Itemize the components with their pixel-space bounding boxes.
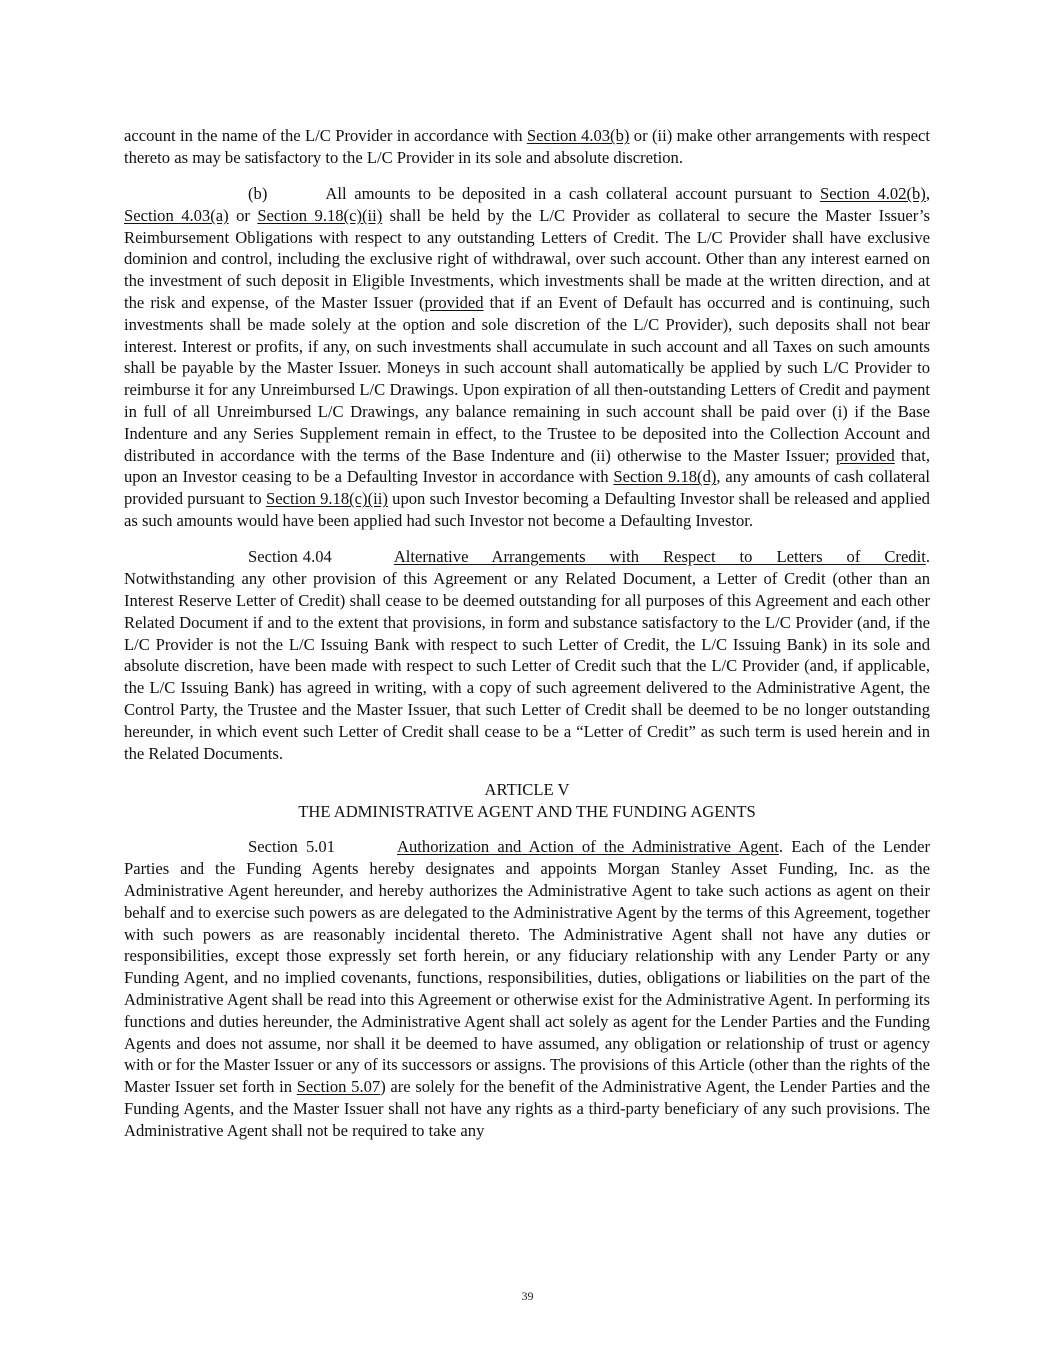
- defined-term-provided: provided: [835, 445, 895, 465]
- text-run: account in the name of the L/C Provider in accordance with: [124, 126, 527, 145]
- text-run: that if an Event of Default has occurred and is continuing, such investments shall be made solely at the option and sole discretion of the L/C Provider), such deposits shall not bear interest. Interest or profits, if any, on such investments shall accumulate in such account and all Taxes on such amounts shall be payable by the Master Issuer. Moneys in such account shall automatically be applied by such L/C Provider to reimburse it for any Unreimbursed L/C Drawings. Upon expiration of all then-outstanding Letters of Credit and payment in full of all Unreimbursed L/C Drawings, any balance remaining in such account shall be paid over (i) if the Base Indenture and any Series Supplement remain in effect, to the Trustee to be deposited into the Collection Account and distributed in accordance with the terms of the Base Indenture and (ii) otherwise to the Master Issuer;: [124, 293, 930, 465]
- text-run: ) are solely for the benefit of the Administrative Agent, the Lender Parties and the Funding Agents, and the Master Issuer shall not have any rights as a third-party beneficiary of any such provisions. The Administrative Agent shall not be required to take any: [124, 1077, 930, 1140]
- page-number: 39: [521, 1289, 534, 1303]
- paragraph-b: [124, 183, 930, 532]
- cross-reference[interactable]: Section 9.18(c)(ii): [257, 205, 383, 225]
- section-5-01: [124, 836, 930, 1141]
- cross-reference[interactable]: Section 4.03(a): [124, 205, 229, 225]
- article-number: ARTICLE V: [484, 779, 570, 799]
- cross-reference[interactable]: Section 4.02(b): [820, 184, 926, 204]
- section-4-04: [124, 546, 930, 764]
- cross-reference[interactable]: Section 4.03(b): [526, 126, 630, 145]
- cross-reference[interactable]: Section 5.07: [296, 1077, 381, 1097]
- text-run: or (ii) make other arrangements with respect thereto as may be satisfactory to the L/C Provider in its sole and absolute discretion.: [124, 126, 931, 167]
- section-title: Alternative Arrangements with Respect to Letters of Credit: [393, 547, 926, 567]
- text-run: ,: [925, 184, 930, 204]
- document-page: [124, 125, 930, 1156]
- text-run: shall be held by the L/C Provider as collateral to secure the Master Issuer’s Reimbursement Obligations with respect to any outstanding Letters of Credit. The L/C Provider shall have exclusive dominion and control, including the exclusive right of withdrawal, over such account. Other than any interest earned on the investment of such deposit in Eligible Investments, which investments shall be made at the written direction, and at the risk and expense, of the Master Issuer (: [124, 205, 930, 313]
- text-run: .: [925, 547, 930, 567]
- text-run: . Each of the Lender Parties and the Funding Agents hereby designates and appoints Morgan Stanley Asset Funding, Inc. as the Administrative Agent hereunder, and hereby authorizes the Administrative Agent to take such actions as agent on their behalf and to exercise such powers as are delegated to the Administrative Agent by the terms of this Agreement, together with such powers as are reasonably incidental thereto. The Administrative Agent shall not have any duties or responsibilities, except those expressly set forth herein, or any fiduciary relationship with any Lender Party or any Funding Agent, and no implied covenants, functions, responsibilities, duties, obligations or liabilities on the part of the Administrative Agent shall be read into this Agreement or otherwise exist for the Administrative Agent. In performing its functions and duties hereunder, the Administrative Agent shall act solely as agent for the Lender Parties and the Funding Agents and does not assume, nor shall it be deemed to have assumed, any obligation or relationship of trust or agency with or for the Master Issuer or any of its successors or assigns. The provisions of this Article (other than the rights of the Master Issuer set forth in: [124, 837, 930, 1097]
- text-run: that, upon an Investor ceasing to be a Defaulting Investor in accordance with: [124, 445, 930, 487]
- text-run: or: [228, 205, 258, 225]
- cross-reference[interactable]: Section 9.18(c)(ii): [266, 489, 388, 509]
- cross-reference[interactable]: Section 9.18(d): [613, 467, 717, 487]
- text-run: upon such Investor becoming a Defaulting Investor shall be released and applied as such amounts would have been applied had such Investor not become a Defaulting Investor.: [124, 489, 930, 531]
- section-number: Section 5.01: [248, 837, 335, 857]
- paragraph-continuation: [124, 125, 930, 169]
- article-heading: [124, 779, 930, 823]
- article-title: THE ADMINISTRATIVE AGENT AND THE FUNDING AGENTS: [298, 801, 756, 821]
- text-run: All amounts to be deposited in a cash collateral account pursuant to: [325, 184, 821, 204]
- clause-label: (b): [248, 184, 268, 204]
- section-title: Authorization and Action of the Administrative Agent: [397, 837, 779, 857]
- section-number: Section 4.04: [248, 547, 332, 567]
- defined-term-provided: provided: [424, 293, 484, 313]
- section-body: Notwithstanding any other provision of this Agreement or any Related Document, a Letter of Credit (other than an Interest Reserve Letter of Credit) shall cease to be deemed outstanding for all purposes of this Agreement and each other Related Document if and to the extent that provisions, in form and substance satisfactory to the L/C Provider (and, if the L/C Provider is not the L/C Issuing Bank with respect to such Letter of Credit, the L/C Issuing Bank) in its sole and absolute discretion, have been made with respect to such Letter of Credit such that the L/C Provider (and, if applicable, the L/C Issuing Bank) has agreed in writing, with a copy of such agreement delivered to the Administrative Agent, the Control Party, the Trustee and the Master Issuer, that such Letter of Credit shall be deemed to be no longer outstanding hereunder, in which event such Letter of Credit shall cease to be a “Letter of Credit” as such term is used herein and in the Related Documents.: [124, 569, 930, 763]
- text-run: , any amounts of cash collateral provided pursuant to: [124, 467, 930, 509]
